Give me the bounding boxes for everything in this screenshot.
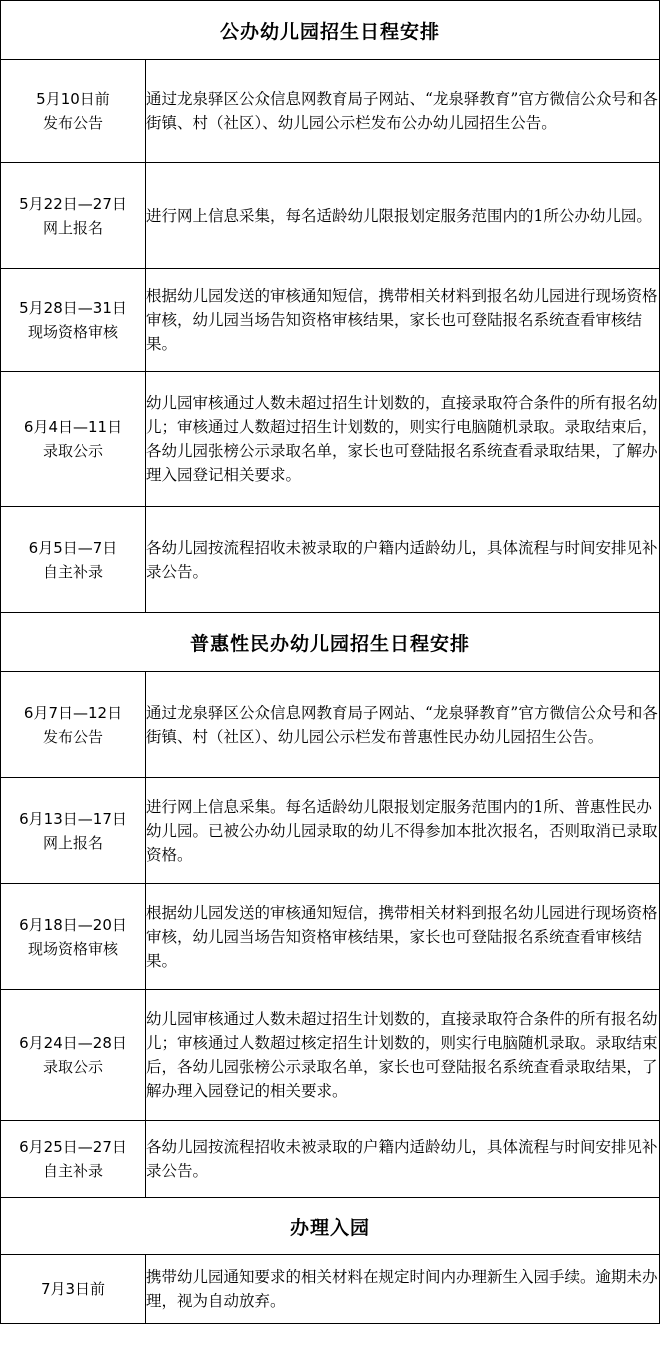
- date-text: 6月25日—27日: [19, 1138, 127, 1156]
- description-text: 携带幼儿园通知要求的相关材料在规定时间内办理新生入园手续。逾期未办理，视为自动放弃。: [146, 1268, 658, 1310]
- description-cell: [146, 163, 660, 269]
- date-cell: [1, 372, 146, 507]
- description-text: 进行网上信息采集。每名适龄幼儿限报划定服务范围内的1所、普惠性民办幼儿园。已被公办幼儿园录取的幼儿不得参加本批次报名，否则取消已录取资格。: [146, 797, 658, 864]
- phase-text: 网上报名: [42, 833, 103, 852]
- phase-text: 自主补录: [42, 1162, 103, 1180]
- description-text: 通过龙泉驿区公众信息网教育局子网站、“龙泉驿教育”官方微信公众号和各街镇、村（社区）、幼儿园公示栏发布普惠性民办幼儿园招生公告。: [146, 703, 658, 746]
- date-cell: [1, 507, 146, 613]
- date-cell: [1, 884, 146, 990]
- description-cell: [146, 884, 660, 990]
- date-cell: [1, 1255, 146, 1324]
- table-row: [1, 372, 660, 507]
- date-text: 6月18日—20日: [19, 915, 127, 934]
- table-row: [1, 990, 660, 1121]
- date-cell: [1, 990, 146, 1121]
- table-row: [1, 778, 660, 884]
- table-row: [1, 269, 660, 372]
- date-text: 6月13日—17日: [19, 809, 127, 828]
- phase-text: 自主补录: [42, 562, 103, 581]
- description-text: 各幼儿园按流程招收未被录取的户籍内适龄幼儿，具体流程与时间安排见补录公告。: [146, 538, 658, 581]
- description-cell: [146, 269, 660, 372]
- description-text: 进行网上信息采集，每名适龄幼儿限报划定服务范围内的1所公办幼儿园。: [146, 206, 652, 225]
- date-text: 6月24日—28日: [19, 1034, 127, 1052]
- date-text: 5月22日—27日: [19, 194, 127, 213]
- date-text: 5月10日前: [36, 90, 110, 108]
- date-cell: [1, 269, 146, 372]
- section-header-row: [1, 613, 660, 672]
- description-text: 各幼儿园按流程招收未被录取的户籍内适龄幼儿，具体流程与时间安排见补录公告。: [146, 1138, 658, 1180]
- phase-text: 网上报名: [42, 218, 103, 237]
- section-title: 办理入园: [1, 1198, 660, 1255]
- section-header-row: [1, 1, 660, 60]
- description-text: 通过龙泉驿区公众信息网教育局子网站、“龙泉驿教育”官方微信公众号和各街镇、村（社区）、幼儿园公示栏发布公办幼儿园招生公告。: [146, 90, 658, 132]
- date-text: 5月28日—31日: [19, 299, 127, 317]
- table-row: [1, 884, 660, 990]
- phase-text: 发布公告: [42, 114, 103, 132]
- phase-text: 录取公示: [42, 1058, 103, 1076]
- date-cell: [1, 778, 146, 884]
- description-text: 幼儿园审核通过人数未超过招生计划数的，直接录取符合条件的所有报名幼儿；审核通过人数超过招生计划数的，则实行电脑随机录取。录取结束后，各幼儿园张榜公示录取名单，家长也可登陆报名系统查看录取结果，了解办理入园登记相关要求。: [146, 394, 658, 484]
- description-cell: [146, 778, 660, 884]
- description-cell: [146, 1121, 660, 1198]
- date-text: 7月3日前: [40, 1280, 106, 1298]
- phase-text: 录取公示: [42, 442, 103, 460]
- description-cell: [146, 507, 660, 613]
- date-text: 6月5日—7日: [28, 538, 118, 557]
- description-cell: [146, 672, 660, 778]
- date-cell: [1, 672, 146, 778]
- date-text: 6月7日—12日: [23, 703, 123, 722]
- date-cell: [1, 163, 146, 269]
- table-row: [1, 1121, 660, 1198]
- section-title: 公办幼儿园招生日程安排: [1, 1, 660, 60]
- section-title: 普惠性民办幼儿园招生日程安排: [1, 613, 660, 672]
- table-row: [1, 1255, 660, 1324]
- table-row: [1, 60, 660, 163]
- date-cell: [1, 1121, 146, 1198]
- date-text: 6月4日—11日: [23, 418, 123, 436]
- date-cell: [1, 60, 146, 163]
- section-header-row: [1, 1198, 660, 1255]
- description-text: 根据幼儿园发送的审核通知短信，携带相关材料到报名幼儿园进行现场资格审核，幼儿园当场告知资格审核结果，家长也可登陆报名系统查看审核结果。: [146, 287, 658, 353]
- description-text: 根据幼儿园发送的审核通知短信，携带相关材料到报名幼儿园进行现场资格审核，幼儿园当场告知资格审核结果，家长也可登陆报名系统查看审核结果。: [146, 903, 658, 970]
- phase-text: 现场资格审核: [27, 939, 118, 958]
- phase-text: 发布公告: [42, 727, 103, 746]
- description-cell: [146, 372, 660, 507]
- table-row: [1, 163, 660, 269]
- phase-text: 现场资格审核: [27, 323, 118, 341]
- table-row: [1, 507, 660, 613]
- description-cell: [146, 990, 660, 1121]
- description-cell: [146, 1255, 660, 1324]
- table-row: [1, 672, 660, 778]
- description-text: 幼儿园审核通过人数未超过招生计划数的，直接录取符合条件的所有报名幼儿；审核通过人数超过核定招生计划数的，则实行电脑随机录取。录取结束后，各幼儿园张榜公示录取名单，家长也可登陆报名系统查看录取结果，了解办理入园登记的相关要求。: [146, 1010, 658, 1100]
- description-cell: [146, 60, 660, 163]
